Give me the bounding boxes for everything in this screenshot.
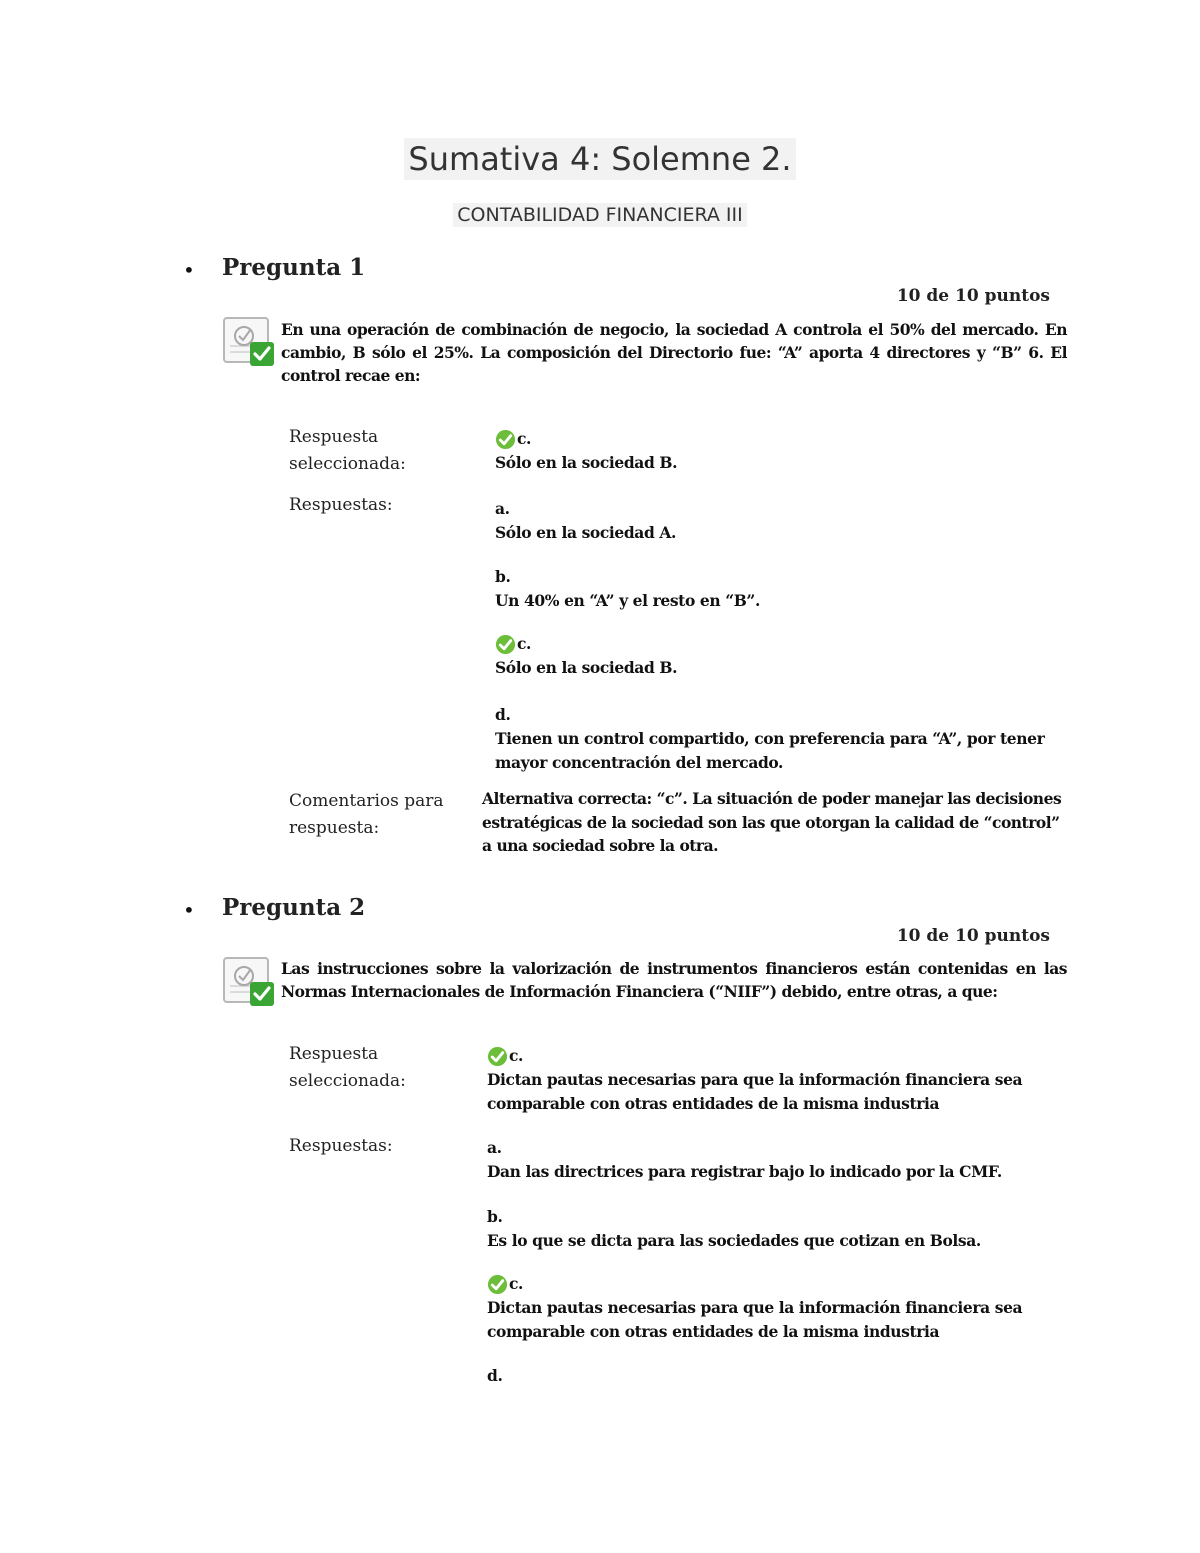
- document-title: Sumativa 4: Solemne 2.: [404, 138, 795, 180]
- question-1-points: 10 de 10 puntos: [896, 286, 1050, 306]
- answer-option-d: [487, 1364, 1067, 1388]
- selected-answer: [495, 427, 1075, 475]
- question-2-text: Las instrucciones sobre la valorización de instrumentos financieros están contenidas en las Normas Internacionales de Información Financiera (“NIIF”) debido, entre otras, a que:: [281, 959, 1067, 1001]
- check-circle-icon: [487, 1046, 508, 1067]
- answer-text: Dictan pautas necesarias para que la información financiera sea comparable con otras entidades de la misma industria: [487, 1070, 1023, 1113]
- answer-letter: a.: [487, 1138, 502, 1157]
- answer-letter: c.: [517, 429, 532, 448]
- document-title-wrap: [0, 138, 1200, 180]
- answer-option-b: [495, 565, 1075, 613]
- answer-letter: d.: [495, 705, 511, 724]
- answer-letter: c.: [517, 634, 532, 653]
- answer-letter: c.: [509, 1274, 524, 1293]
- answer-letter: a.: [495, 499, 510, 518]
- answers-label: Respuestas:: [289, 1136, 393, 1156]
- question-2-heading: Pregunta 2: [222, 894, 366, 921]
- check-circle-icon: [495, 429, 516, 450]
- selected-answer-label: Respuesta seleccionada:: [289, 427, 406, 474]
- graded-correct-icon: [222, 316, 276, 368]
- answer-option-c: [487, 1272, 1047, 1344]
- answer-letter: c.: [509, 1046, 524, 1065]
- question-2-points: 10 de 10 puntos: [896, 926, 1050, 946]
- answer-text: Un 40% en “A” y el resto en “B”.: [495, 591, 760, 610]
- answer-option-b: [487, 1205, 1067, 1253]
- answer-option-a: [487, 1136, 1067, 1184]
- selected-answer: [487, 1044, 1047, 1116]
- course-name: CONTABILIDAD FINANCIERA III: [453, 203, 746, 227]
- question-1-text: En una operación de combinación de negocio, la sociedad A controla el 50% del mercado. En cambio, B sólo el 25%. La composición del Directorio fue: “A” aporta 4 directores y “B” 6. El control recae en:: [281, 320, 1067, 385]
- answer-letter: b.: [495, 567, 511, 586]
- answer-letter: d.: [487, 1366, 503, 1385]
- answers-label: Respuestas:: [289, 495, 393, 515]
- answer-text: Sólo en la sociedad B.: [495, 658, 678, 677]
- answer-text: Dan las directrices para registrar bajo lo indicado por la CMF.: [487, 1162, 1002, 1181]
- answer-text: Dictan pautas necesarias para que la información financiera sea comparable con otras entidades de la misma industria: [487, 1298, 1023, 1341]
- bullet-icon: •: [183, 258, 195, 282]
- check-circle-icon: [495, 634, 516, 655]
- answer-letter: b.: [487, 1207, 503, 1226]
- check-circle-icon: [487, 1274, 508, 1295]
- answer-text: Tienen un control compartido, con preferencia para “A”, por tener mayor concentración del mercado.: [495, 729, 1045, 772]
- answer-option-d: [495, 703, 1065, 775]
- selected-answer-label: Respuesta seleccionada:: [289, 1044, 406, 1091]
- comment-label: Comentarios para respuesta:: [289, 791, 444, 838]
- answer-text: Es lo que se dicta para las sociedades que cotizan en Bolsa.: [487, 1231, 981, 1250]
- answer-text: Sólo en la sociedad B.: [495, 453, 678, 472]
- answer-option-a: [495, 497, 1075, 545]
- comment-text: Alternativa correcta: “c”. La situación de poder manejar las decisiones estratégicas de la sociedad son las que otorgan la calidad de “control” a una sociedad sobre la otra.: [482, 789, 1062, 855]
- answer-text: Sólo en la sociedad A.: [495, 523, 676, 542]
- question-1-heading: Pregunta 1: [222, 254, 366, 281]
- course-name-wrap: [0, 203, 1200, 227]
- answer-option-c: [495, 632, 1075, 680]
- bullet-icon: •: [183, 898, 195, 922]
- graded-correct-icon: [222, 956, 276, 1008]
